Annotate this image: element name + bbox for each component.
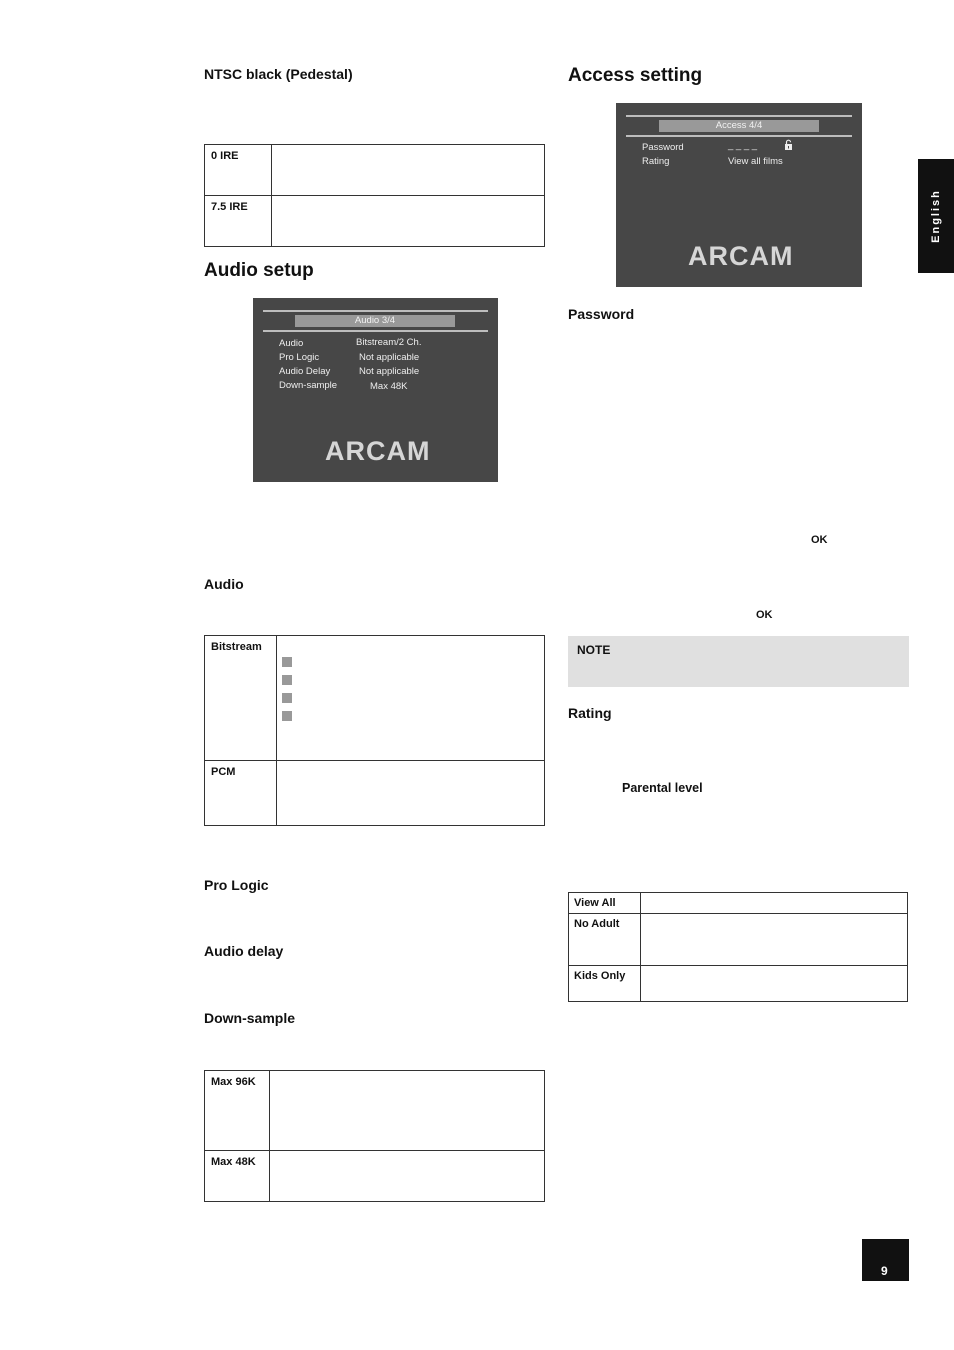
down-sample-table <box>204 1070 545 1202</box>
arcam-logo: ARCAM <box>325 436 431 466</box>
language-tab: English <box>918 159 954 273</box>
ok-key-label: OK <box>811 534 828 546</box>
table-cell: PCM <box>205 761 277 826</box>
audio-delay-heading: Audio delay <box>204 943 284 959</box>
rating-heading: Rating <box>568 705 612 721</box>
table-cell: Max 48K <box>205 1151 270 1202</box>
table-cell: Bitstream <box>205 636 277 761</box>
table-cell: View All <box>569 893 641 914</box>
menu-value: Bitstream/2 Ch. <box>356 337 422 348</box>
audio-table <box>204 635 545 826</box>
pro-logic-heading: Pro Logic <box>204 877 269 893</box>
ntsc-table <box>204 144 545 247</box>
bullet-square <box>282 693 292 703</box>
table-cell: No Adult <box>569 914 641 966</box>
rating-table <box>568 892 908 1002</box>
note-label: NOTE <box>577 643 611 657</box>
ok-key-label: OK <box>756 609 773 621</box>
menu-value: Max 48K <box>370 381 408 392</box>
menu-label: Pro Logic <box>279 352 320 363</box>
audio-setup-heading: Audio setup <box>204 260 314 281</box>
audio-heading: Audio <box>204 576 244 592</box>
note-box <box>568 636 909 687</box>
audio-setup-screen <box>253 298 498 482</box>
screen-title: Audio 3/4 <box>295 315 455 327</box>
page-number: 9 <box>862 1239 909 1281</box>
menu-label: Password <box>642 142 684 153</box>
table-cell: Kids Only <box>569 966 641 1002</box>
screen-title: Access 4/4 <box>659 120 819 132</box>
access-setting-heading: Access setting <box>568 65 703 86</box>
bullet-square <box>282 711 292 721</box>
arcam-logo: ARCAM <box>688 241 794 271</box>
menu-label: Rating <box>642 156 670 167</box>
menu-value: Not applicable <box>359 352 420 363</box>
menu-label: Audio <box>279 338 304 349</box>
down-sample-heading: Down-sample <box>204 1010 296 1026</box>
table-cell: 7.5 IRE <box>205 196 272 247</box>
bullet-square <box>282 657 292 667</box>
ntsc-heading: NTSC black (Pedestal) <box>204 66 353 82</box>
parental-level-label: Parental level <box>622 781 703 795</box>
table-cell: Max 96K <box>205 1071 270 1151</box>
menu-label: Down-sample <box>279 380 338 391</box>
menu-value: View all films <box>728 156 783 167</box>
access-setting-screen <box>616 103 862 287</box>
bullet-square <box>282 675 292 685</box>
menu-label: Audio Delay <box>279 366 331 377</box>
password-heading: Password <box>568 306 635 322</box>
padlock-icon <box>784 139 793 151</box>
menu-value: Not applicable <box>359 366 420 377</box>
table-cell: 0 IRE <box>205 145 272 196</box>
menu-value: _ _ _ _ <box>728 140 758 151</box>
